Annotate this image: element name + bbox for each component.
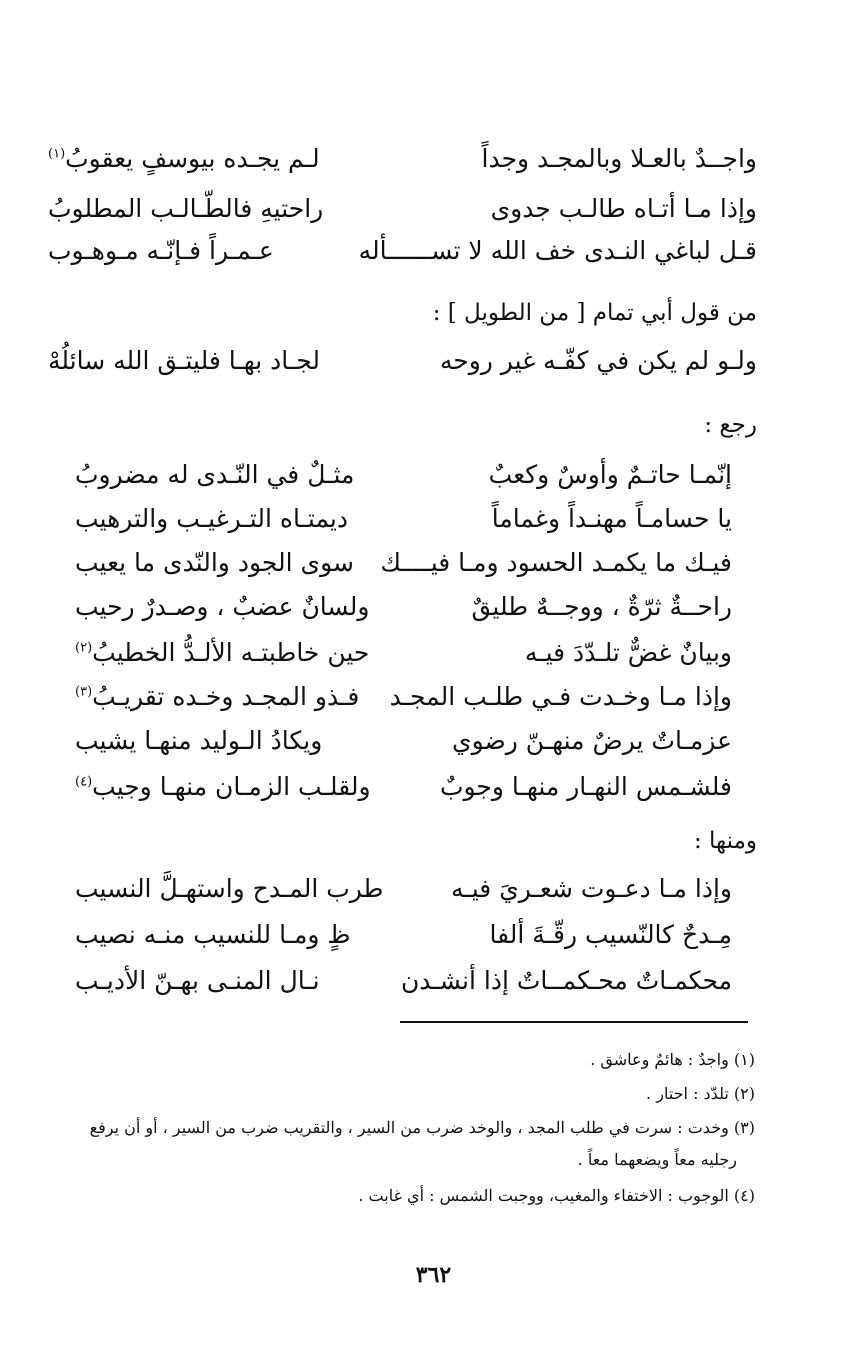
verse-right-hemistich: مِـدحٌ كالنّسيب رقّـةَ ألفا xyxy=(489,920,732,949)
footnote-continuation: رجليه معاً ويضعهما معاً . xyxy=(577,1150,737,1169)
verse-left-hemistich: مثـلٌ في النّـدى له مضروبُ xyxy=(75,460,355,489)
verse-left-hemistich: ولسانٌ عضبٌ ، وصـدرٌ رحيب xyxy=(75,592,370,621)
verse-left-hemistich: ديمتـاه التـرغيـب والترهيب xyxy=(75,504,348,533)
verse-right-hemistich: وإذا مـا دعـوت شعـريَ فيـه xyxy=(451,874,732,903)
section-heading: من قول أبي تمام [ من الطويل ] : xyxy=(432,300,757,326)
verse-right-hemistich: محكمـاتٌ محـكمــاتٌ إذا أنشـدن xyxy=(400,966,732,995)
verse-right-hemistich: فلشـمس النهـار منهـا وجوبٌ xyxy=(439,772,732,801)
verse-left-hemistich xyxy=(75,764,371,810)
verse-right-hemistich: واجــدٌ بالعـلا وبالمجـد وجداً xyxy=(481,144,757,173)
verse-line xyxy=(75,496,732,542)
footnote: (٣) وخدت : سرت في طلب المجد ، والوخد ضرب من السير ، والتقريب ضرب من السير ، أو أن يرفع xyxy=(89,1118,755,1137)
verse-left-text: فـذو المجـد وخـده تقريـبُ xyxy=(92,682,360,711)
verse-line xyxy=(75,584,732,630)
verse-right-hemistich: وإذا مـا أتـاه طالـب جدوى xyxy=(490,194,757,223)
verse-line xyxy=(75,912,732,958)
verse-right-hemistich: وإذا مـا وخـدت فـي طلـب المجـد xyxy=(389,682,732,711)
verse-line xyxy=(75,764,732,810)
verse-right-hemistich: ولـو لم يكن في كفّـه غير روحه xyxy=(439,346,757,375)
verse-line xyxy=(48,338,757,384)
verse-left-hemistich: عـمـراً فـإنّـه مـوهـوب xyxy=(48,236,274,265)
verse-line xyxy=(75,540,732,586)
footnote: (٤) الوجوب : الاختفاء والمغيب، ووجبت الشمس : أي غابت . xyxy=(358,1186,755,1205)
verse-right-hemistich: يا حسامـاً مهنـداً وغماماً xyxy=(491,504,732,533)
verse-left-hemistich xyxy=(75,674,359,720)
verse-right-hemistich: فيـك ما يكمـد الحسود ومـا فيــــك xyxy=(380,548,732,577)
verse-line xyxy=(48,228,757,274)
verse-line xyxy=(75,452,732,498)
page-number: ٣٦٢ xyxy=(415,1262,452,1288)
verse-right-hemistich: راحــةٌ ثرّةٌ ، ووجــهٌ طليقٌ xyxy=(471,592,732,621)
verse-right-hemistich: قـل لباغي النـدى خف الله لا تســــــأله xyxy=(358,236,757,265)
footnote: (٢) تلدّد : احتار . xyxy=(646,1084,755,1103)
verse-line xyxy=(48,136,757,182)
verse-left-hemistich xyxy=(48,136,320,182)
verse-left-hemistich xyxy=(75,630,369,676)
verse-left-hemistich: سوى الجود والنّدى ما يعيب xyxy=(75,548,354,577)
verse-line xyxy=(75,674,732,720)
footnote-marker: (٤) xyxy=(75,774,93,790)
footnote-marker: (٢) xyxy=(75,640,93,656)
verse-left-hemistich: طرب المـدح واستهـلَّ النسيب xyxy=(75,874,384,903)
footnote-marker: (٣) xyxy=(75,684,93,700)
verse-line xyxy=(75,958,732,1004)
verse-left-hemistich: نـال المنـى بهـنّ الأديـب xyxy=(75,966,320,995)
footnote-separator xyxy=(400,1021,748,1023)
verse-right-hemistich: وبيانٌ غضٌّ تلـدّدَ فيـه xyxy=(524,638,732,667)
verse-left-text: حين خاطبتـه الألـدُّ الخطيبُ xyxy=(92,638,370,667)
verse-right-hemistich: عزمـاتٌ يرضٌ منهـنّ رضوي xyxy=(452,726,732,755)
verse-line xyxy=(75,866,732,912)
verse-line xyxy=(75,718,732,764)
verse-left-hemistich: ظٍ ومـا للنسيب منـه نصيب xyxy=(75,920,351,949)
verse-right-hemistich: إنّمـا حاتـمٌ وأوسٌ وكعبٌ xyxy=(488,460,732,489)
footnote-marker: (١) xyxy=(48,146,66,162)
section-heading: رجع : xyxy=(704,412,757,438)
verse-left-hemistich: لجـاد بهـا فليتـق الله سائلُهْ xyxy=(48,346,320,375)
verse-left-text: لـم يجـده بيوسفٍ يعقوبُ xyxy=(65,144,320,173)
footnote: (١) واجدٌ : هائمٌ وعاشق . xyxy=(590,1050,755,1069)
verse-left-text: ولقلـب الزمـان منهـا وجيب xyxy=(92,772,371,801)
verse-left-hemistich: راحتيهِ فالطّـالـب المطلوبُ xyxy=(48,194,324,223)
verse-line xyxy=(75,630,732,676)
verse-line xyxy=(48,186,757,232)
section-heading: ومنها : xyxy=(693,828,757,854)
verse-left-hemistich: ويكادُ الـوليد منهـا يشيب xyxy=(75,726,323,755)
